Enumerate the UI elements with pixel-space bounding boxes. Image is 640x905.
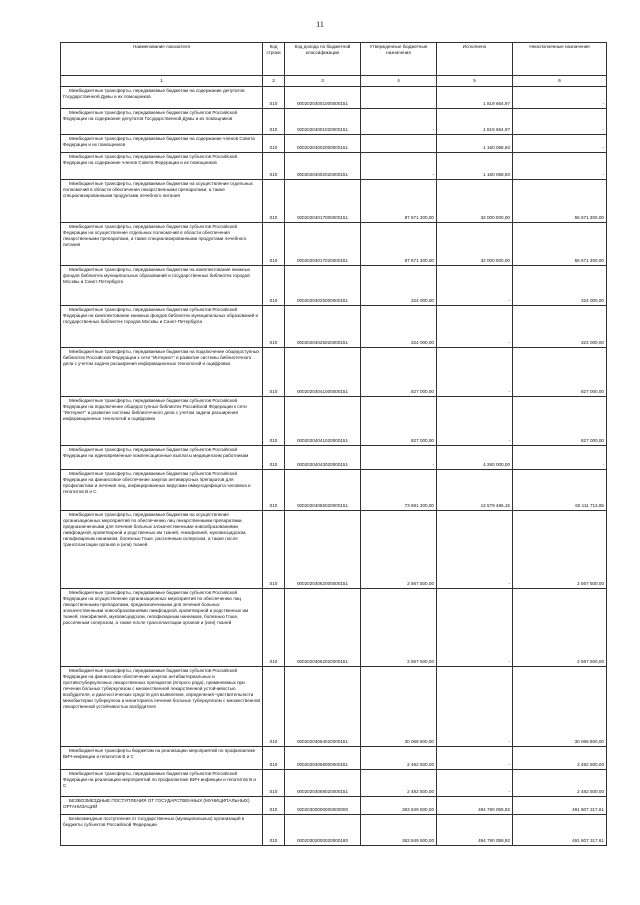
row-executed-amount: - xyxy=(437,306,513,348)
row-approved-amount: 87 671 300,00 xyxy=(361,180,437,223)
row-executed-amount: - xyxy=(437,667,513,747)
row-income-code: 00020204068020000151 xyxy=(285,770,361,797)
row-line-code: 010 xyxy=(263,511,285,589)
row-unexecuted-amount: - xyxy=(513,135,607,153)
row-approved-amount: 73 691 300,00 xyxy=(361,470,437,511)
row-line-code: 010 xyxy=(263,446,285,470)
row-name: Межбюджетные трансферты, передаваемые бюджетам на комплектование книжных фондов библиотек муниципальных образований и государственных библиотек городов Москвы и Санкт-Петербурга xyxy=(61,266,263,306)
row-income-code: 00020204041000000151 xyxy=(285,348,361,397)
row-executed-amount: 1 160 068,60 xyxy=(437,153,513,180)
row-income-code: 00020204025000000151 xyxy=(285,266,361,306)
row-unexecuted-amount: 55 671 300,00 xyxy=(513,223,607,266)
row-approved-amount: - xyxy=(361,153,437,180)
row-executed-amount: - xyxy=(437,770,513,797)
row-name: БЕЗВОЗМЕЗДНЫЕ ПОСТУПЛЕНИЯ ОТ ГОСУДАРСТВЕННЫХ (МУНИЦИПАЛЬНЫХ) ОРГАНИЗАЦИЙ xyxy=(61,797,263,815)
row-name: Межбюджетные трансферты, передаваемые бюджетам на подключение общедоступных библиотек Российской Федерации к сети "Интернет" и развитие системы библиотечного дела с учетом задачи расширения информационных технологий и оцифровки xyxy=(61,348,263,397)
row-approved-amount: 87 671 300,00 xyxy=(361,223,437,266)
table-row xyxy=(61,815,607,846)
row-unexecuted-amount: - xyxy=(513,153,607,180)
table-row xyxy=(61,223,607,266)
row-name: Межбюджетные трансферты, передаваемые бюджетам субъектов Российской Федерации на финансовое обеспечение закупок антибактериальных и противотуберкулезных лекарственных препаратов (второго ряда), применяемых при лечении больных туберкулезом с множественной лекарственной устойчивостью возбудителя, и диагностических средств для выявления, определения чувствительности микобактерии туберкулеза и мониторинга лечения больных туберкулезом с множественной лекарственной устойчивостью возбудителя xyxy=(61,667,263,747)
row-unexecuted-amount: 491 607 317,61 xyxy=(513,815,607,846)
row-executed-amount: 1 819 664,97 xyxy=(437,109,513,135)
row-executed-amount: 32 000 000,00 xyxy=(437,180,513,223)
row-executed-amount: 494 790 059,92 xyxy=(437,815,513,846)
row-income-code: 00020204002020000151 xyxy=(285,153,361,180)
column-number: 2 xyxy=(263,76,285,87)
row-income-code: 00020300000000000000 xyxy=(285,797,361,815)
row-line-code: 010 xyxy=(263,180,285,223)
row-approved-amount: 324 000,00 xyxy=(361,306,437,348)
row-unexecuted-amount: 60 111 713,85 xyxy=(513,470,607,511)
row-executed-amount: 494 790 059,92 xyxy=(437,797,513,815)
row-income-code: 00020204001000000151 xyxy=(285,87,361,109)
table-row xyxy=(61,470,607,511)
row-executed-amount: - xyxy=(437,589,513,667)
row-executed-amount: - xyxy=(437,266,513,306)
row-line-code: 010 xyxy=(263,306,285,348)
row-name: Межбюджетные трансферты, передаваемые бюджетам субъектов Российской Федерации на финансовое обеспечение закупок антивирусных препаратов для профилактики и лечения лиц, инфицированных вирусами иммунодефицита человека и гепатитов В и С xyxy=(61,470,263,511)
row-income-code: 00020204062020000151 xyxy=(285,589,361,667)
row-line-code: 010 xyxy=(263,153,285,180)
table-row xyxy=(61,797,607,815)
column-number: 1 xyxy=(61,76,263,87)
column-number: 6 xyxy=(513,76,607,87)
row-name: Межбюджетные трансферты, передаваемые бюджетам на содержание депутатов Государственной Думы и их помощников xyxy=(61,87,263,109)
header-approved: Утвержденные бюджетные назначения xyxy=(361,43,437,76)
row-line-code: 010 xyxy=(263,87,285,109)
table-row xyxy=(61,397,607,446)
row-name: Межбюджетные трансферты, передаваемые бюджетам субъектов Российской Федерации на комплектование книжных фондов библиотек муниципальных образований и государственных библиотек городов Москвы и Санкт-Петербурга xyxy=(61,306,263,348)
table-row xyxy=(61,589,607,667)
table-row xyxy=(61,446,607,470)
row-unexecuted-amount: 2 482 500,00 xyxy=(513,747,607,770)
row-income-code: 00020204017000000151 xyxy=(285,180,361,223)
row-approved-amount: - xyxy=(361,446,437,470)
row-name: Межбюджетные трансферты, передаваемые бюджетам субъектов Российской Федерации на единовременные компенсационные выплаты медицинским работникам xyxy=(61,446,263,470)
row-income-code: 00020204062000000151 xyxy=(285,511,361,589)
row-name: Безвозмездные поступления от государственных (муниципальных) организаций в бюджеты субъектов Российской Федерации xyxy=(61,815,263,846)
row-executed-amount: - xyxy=(437,397,513,446)
row-executed-amount: - xyxy=(437,348,513,397)
column-number: 4 xyxy=(361,76,437,87)
row-line-code: 010 xyxy=(263,266,285,306)
row-income-code: 00020302000020000180 xyxy=(285,815,361,846)
header-unexecuted: Неисполненные назначения xyxy=(513,43,607,76)
table-row xyxy=(61,747,607,770)
table-row xyxy=(61,87,607,109)
row-name: Межбюджетные трансферты, передаваемые бюджетам субъектов Российской Федерации на осуществление отдельных полномочий в области обеспечения лекарственными препаратами, а также специализированными продуктами лечебного питания xyxy=(61,223,263,266)
header-line-code: Код строки xyxy=(263,43,285,76)
table-row xyxy=(61,348,607,397)
table-row xyxy=(61,266,607,306)
row-income-code: 00020204043020000151 xyxy=(285,446,361,470)
table-body xyxy=(61,87,607,846)
row-executed-amount: 32 000 000,00 xyxy=(437,223,513,266)
table-row xyxy=(61,135,607,153)
budget-execution-table xyxy=(60,42,607,846)
row-executed-amount: - xyxy=(437,511,513,589)
table-row xyxy=(61,667,607,747)
header-income-code: Код дохода по бюджетной классификации xyxy=(285,43,361,76)
row-executed-amount: 13 579 486,15 xyxy=(437,470,513,511)
row-executed-amount: 1 160 068,60 xyxy=(437,135,513,153)
row-name: Межбюджетные трансферты, передаваемые бюджетам субъектов Российской Федерации на содержание членов Совета Федерации и их помощников xyxy=(61,153,263,180)
table-row xyxy=(61,180,607,223)
column-number: 3 xyxy=(285,76,361,87)
row-line-code: 010 xyxy=(263,747,285,770)
table-row xyxy=(61,153,607,180)
row-approved-amount: 2 482 500,00 xyxy=(361,770,437,797)
row-income-code: 00020204068000000151 xyxy=(285,747,361,770)
row-name: Межбюджетные трансферты, передаваемые бюджетам на содержание членов Совета Федерации и их помощников xyxy=(61,135,263,153)
row-unexecuted-amount: - xyxy=(513,446,607,470)
row-income-code: 00020204025020000151 xyxy=(285,306,361,348)
row-line-code: 010 xyxy=(263,667,285,747)
row-unexecuted-amount: - xyxy=(513,109,607,135)
header-executed: Исполнено xyxy=(437,43,513,76)
row-name: Межбюджетные трансферты, передаваемые бюджетам субъектов Российской Федерации на реализацию мероприятий по профилактике ВИЧ-инфекции и гепатитов В и С xyxy=(61,770,263,797)
row-unexecuted-amount: 491 607 317,61 xyxy=(513,797,607,815)
row-name: Межбюджетные трансферты, передаваемые бюджетам субъектов Российской Федерации на подключение общедоступных библиотек Российской Федерации к сети "Интернет" и развитие системы библиотечного дела с учетом задачи расширения информационных технологий и оцифровки xyxy=(61,397,263,446)
page-number: 11 xyxy=(316,20,324,29)
row-approved-amount: 30 068 900,00 xyxy=(361,667,437,747)
row-name: Межбюджетные трансферты, передаваемые бюджетам субъектов Российской Федерации на осуществление организационных мероприятий по обеспечению лиц лекарственными препаратами, предназначенными для лечения больных злокачественными новообразованиями лимфоидной, кроветворной и родственных им тканей, гемофилией, муковисцидозом, гипофизарным нанизмом, болезнью Гоше, рассеянным склерозом, а также после трансплантации органов и (или) тканей xyxy=(61,589,263,667)
row-line-code: 010 xyxy=(263,770,285,797)
row-unexecuted-amount: 827 000,00 xyxy=(513,397,607,446)
row-line-code: 010 xyxy=(263,109,285,135)
row-name: Межбюджетные трансферты бюджетам на реализацию мероприятий по профилактике ВИЧ-инфекции и гепатитов В и С xyxy=(61,747,263,770)
row-income-code: 00020204017020000151 xyxy=(285,223,361,266)
row-line-code: 010 xyxy=(263,223,285,266)
row-approved-amount: 2 567 500,00 xyxy=(361,511,437,589)
table-row xyxy=(61,511,607,589)
row-line-code: 010 xyxy=(263,470,285,511)
table-row xyxy=(61,770,607,797)
column-number: 5 xyxy=(437,76,513,87)
column-number-row xyxy=(61,76,607,87)
row-unexecuted-amount: 2 567 500,00 xyxy=(513,511,607,589)
row-income-code: 00020204041020000151 xyxy=(285,397,361,446)
row-approved-amount xyxy=(361,87,437,109)
row-executed-amount: - xyxy=(437,747,513,770)
header-row xyxy=(61,43,607,76)
row-unexecuted-amount: 55 671 300,00 xyxy=(513,180,607,223)
row-approved-amount xyxy=(361,135,437,153)
row-line-code: 010 xyxy=(263,797,285,815)
row-approved-amount: 324 000,00 xyxy=(361,266,437,306)
row-unexecuted-amount: 324 000,00 xyxy=(513,306,607,348)
row-unexecuted-amount: 324 000,00 xyxy=(513,266,607,306)
row-approved-amount: 827 000,00 xyxy=(361,397,437,446)
row-income-code: 00020204055020000151 xyxy=(285,470,361,511)
table-row xyxy=(61,109,607,135)
row-executed-amount: 4 260 000,00 xyxy=(437,446,513,470)
row-approved-amount: - xyxy=(361,109,437,135)
row-approved-amount: 2 482 500,00 xyxy=(361,747,437,770)
row-line-code: 010 xyxy=(263,589,285,667)
row-unexecuted-amount: 2 482 500,00 xyxy=(513,770,607,797)
row-income-code: 00020204001020000151 xyxy=(285,109,361,135)
table-row xyxy=(61,306,607,348)
row-income-code: 00020204002000000151 xyxy=(285,135,361,153)
row-executed-amount: 1 819 664,97 xyxy=(437,87,513,109)
row-name: Межбюджетные трансферты, передаваемые бюджетам субъектов Российской Федерации на содержание депутатов Государственной Думы и их помощников xyxy=(61,109,263,135)
row-name: Межбюджетные трансферты, передаваемые бюджетам на осуществление организационных мероприятий по обеспечению лиц лекарственными препаратами, предназначенными для лечения больных злокачественными новообразованиями лимфоидной, кроветворной и родственных им тканей, гемофилией, муковисцидозом, гипофизарным нанизмом, болезнью Гоше, рассеянным склерозом, а также после трансплантации органов и (или) тканей xyxy=(61,511,263,589)
row-approved-amount: 827 000,00 xyxy=(361,348,437,397)
row-unexecuted-amount: - xyxy=(513,87,607,109)
row-approved-amount: 363 849 500,00 xyxy=(361,815,437,846)
row-approved-amount: 363 849 500,00 xyxy=(361,797,437,815)
row-unexecuted-amount: 2 567 500,00 xyxy=(513,589,607,667)
row-income-code: 00020204064020000151 xyxy=(285,667,361,747)
row-approved-amount: 2 567 500,00 xyxy=(361,589,437,667)
row-unexecuted-amount: 827 000,00 xyxy=(513,348,607,397)
row-line-code: 010 xyxy=(263,815,285,846)
row-unexecuted-amount: 30 068 900,00 xyxy=(513,667,607,747)
row-line-code: 010 xyxy=(263,348,285,397)
row-name: Межбюджетные трансферты, передаваемые бюджетам на осуществление отдельных полномочий в области обеспечения лекарственными препаратами, а также специализированными продуктами лечебного питания xyxy=(61,180,263,223)
header-name: Наименование показателя xyxy=(61,43,263,76)
row-line-code: 010 xyxy=(263,135,285,153)
row-line-code: 010 xyxy=(263,397,285,446)
